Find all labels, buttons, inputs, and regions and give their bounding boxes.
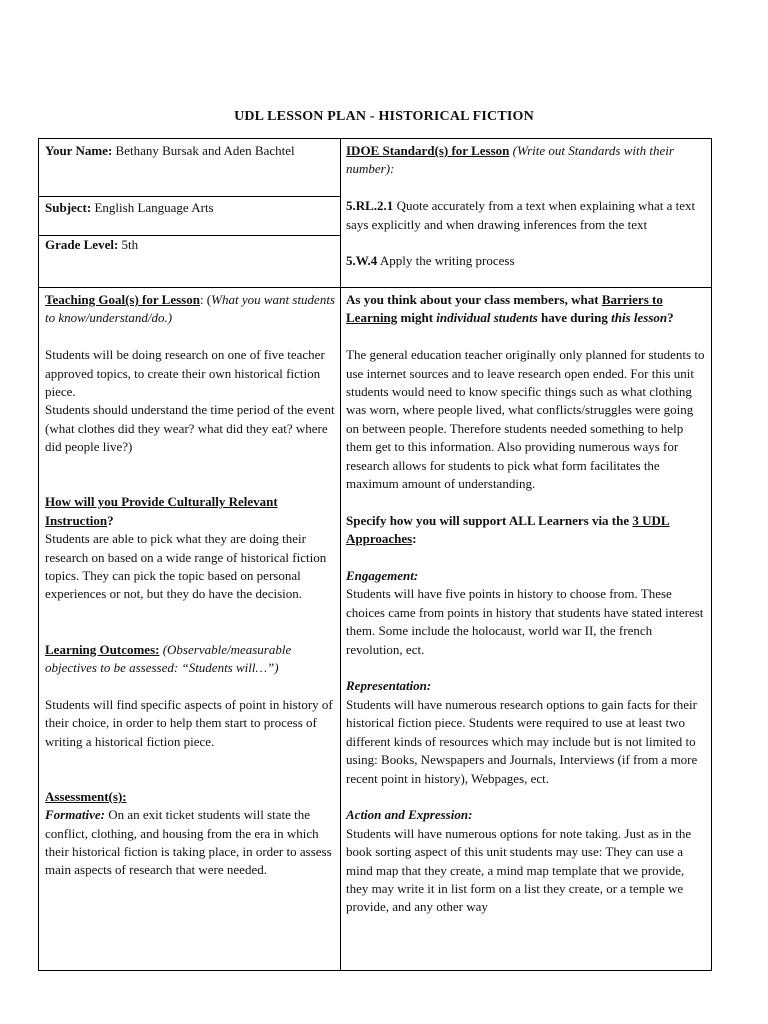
subject-value: English Language Arts bbox=[91, 200, 214, 215]
barriers-text: might bbox=[397, 310, 437, 326]
goal-hint: What you want students to know/understand/do.) bbox=[45, 292, 335, 326]
barriers-text: have during bbox=[537, 310, 612, 326]
culture-heading: How will you Provide Culturally Relevant Instruction bbox=[45, 494, 278, 528]
specify-text: Specify how you will support ALL Learners via the bbox=[346, 512, 633, 528]
page-title: UDL LESSON PLAN - HISTORICAL FICTION bbox=[234, 109, 534, 124]
row-divider bbox=[39, 196, 340, 197]
representation-text: Students will have numerous research options to gain facts for their historical fiction piece. Students were required to use at least two different kinds of resources which may include but is not limited to using: Books, Newspapers and Journals, Interviews (if from a more recent point in history), Webpages, ect. bbox=[346, 696, 698, 786]
barriers-emphasis: Barriers to Learning bbox=[346, 292, 663, 326]
left-content-cell bbox=[45, 291, 335, 880]
barriers-answer: The general education teacher originally only planned for students to use internet sources and to leave research open ended. For this unit students would need to know specific things such as what clothing was worn, where people lived, what conflicts/struggles were going on between people. Therefore students needed something to help them get to this information. Also providing numerous ways for research allows for students to pick what form facilitates the maximum amount of understanding. bbox=[346, 347, 705, 492]
goal-colon: : ( bbox=[199, 292, 212, 307]
standard-text: Quote accurately from a text when explaining what a text says explicitly and when drawing inferences from the text bbox=[346, 198, 696, 232]
barriers-emphasis: individual students bbox=[436, 310, 538, 326]
outcomes-text: Students will find specific aspects of point in history of their choice, in order to help them start to process of writing a historical fiction piece. bbox=[45, 696, 333, 749]
formative-label: Formative: bbox=[45, 807, 105, 823]
assessment-label: Assessment(s): bbox=[45, 788, 127, 804]
outcomes-label: Learning Outcomes: bbox=[45, 641, 160, 657]
subject-label: Subject: bbox=[45, 200, 92, 215]
standard-code: 5.W.4 bbox=[346, 253, 378, 269]
subject-cell bbox=[45, 199, 335, 217]
specify-text: : bbox=[412, 531, 417, 547]
name-label: Your Name: bbox=[45, 143, 113, 158]
outcomes-hint: (Observable/measurable objectives to be assessed: “Students will…”) bbox=[45, 641, 292, 676]
name-value: Bethany Bursak and Aden Bachtel bbox=[112, 143, 295, 158]
grade-cell bbox=[45, 236, 335, 254]
grade-value: 5th bbox=[118, 237, 139, 252]
lesson-plan-table bbox=[38, 138, 712, 971]
specify-emphasis: 3 UDL Approaches bbox=[346, 512, 670, 547]
barriers-emphasis: this lesson bbox=[611, 310, 668, 326]
representation-label: Representation: bbox=[346, 678, 432, 694]
action-label: Action and Expression: bbox=[346, 807, 473, 823]
standard-text: Apply the writing process bbox=[377, 253, 515, 269]
culture-text: Students are able to pick what they are doing their research on based on a wide range of historical fiction topics. They can pick the topic based on personal experiences or not, but they do have the decision. bbox=[45, 531, 327, 602]
action-text: Students will have numerous options for note taking. Just as in the book sorting aspect of this unit students may use: They can use a mind map that they create, a mind map template that we provide, they may write it in list form on a list they create, or a temple we provide, and any other way bbox=[346, 825, 692, 915]
standard-code: 5.RL.2.1 bbox=[346, 198, 394, 214]
formative-text: On an exit ticket students will state the conflict, clothing, and housing from the era in which their historical fiction is taking place, in order to assess main aspects of research that were needed. bbox=[45, 807, 332, 878]
goal-label: Teaching Goal(s) for Lesson bbox=[45, 292, 200, 307]
column-divider bbox=[340, 139, 341, 970]
engagement-text: Students will have five points in history to choose from. These choices came from points in history that students have stated interest them. Some include the holocaust, world war II, the french revolution, ect. bbox=[346, 586, 704, 657]
row-divider bbox=[39, 287, 711, 288]
idoe-label: IDOE Standard(s) for Lesson bbox=[346, 143, 510, 158]
grade-label: Grade Level: bbox=[45, 237, 119, 252]
idoe-hint: (Write out Standards with their number): bbox=[346, 143, 674, 177]
goal-text: Students should understand the time period of the event (what clothes did they wear? what did they eat? where did people live?) bbox=[45, 402, 335, 455]
standards-cell bbox=[346, 142, 706, 271]
engagement-label: Engagement: bbox=[346, 568, 419, 584]
right-content-cell bbox=[346, 291, 707, 917]
name-cell bbox=[45, 142, 335, 160]
barriers-text: As you think about your class members, what bbox=[346, 292, 602, 307]
goal-text: Students will be doing research on one of five teacher approved topics, to create their own historical fiction piece. bbox=[45, 347, 325, 400]
barriers-text: ? bbox=[667, 310, 674, 326]
culture-question-mark: ? bbox=[107, 512, 114, 528]
